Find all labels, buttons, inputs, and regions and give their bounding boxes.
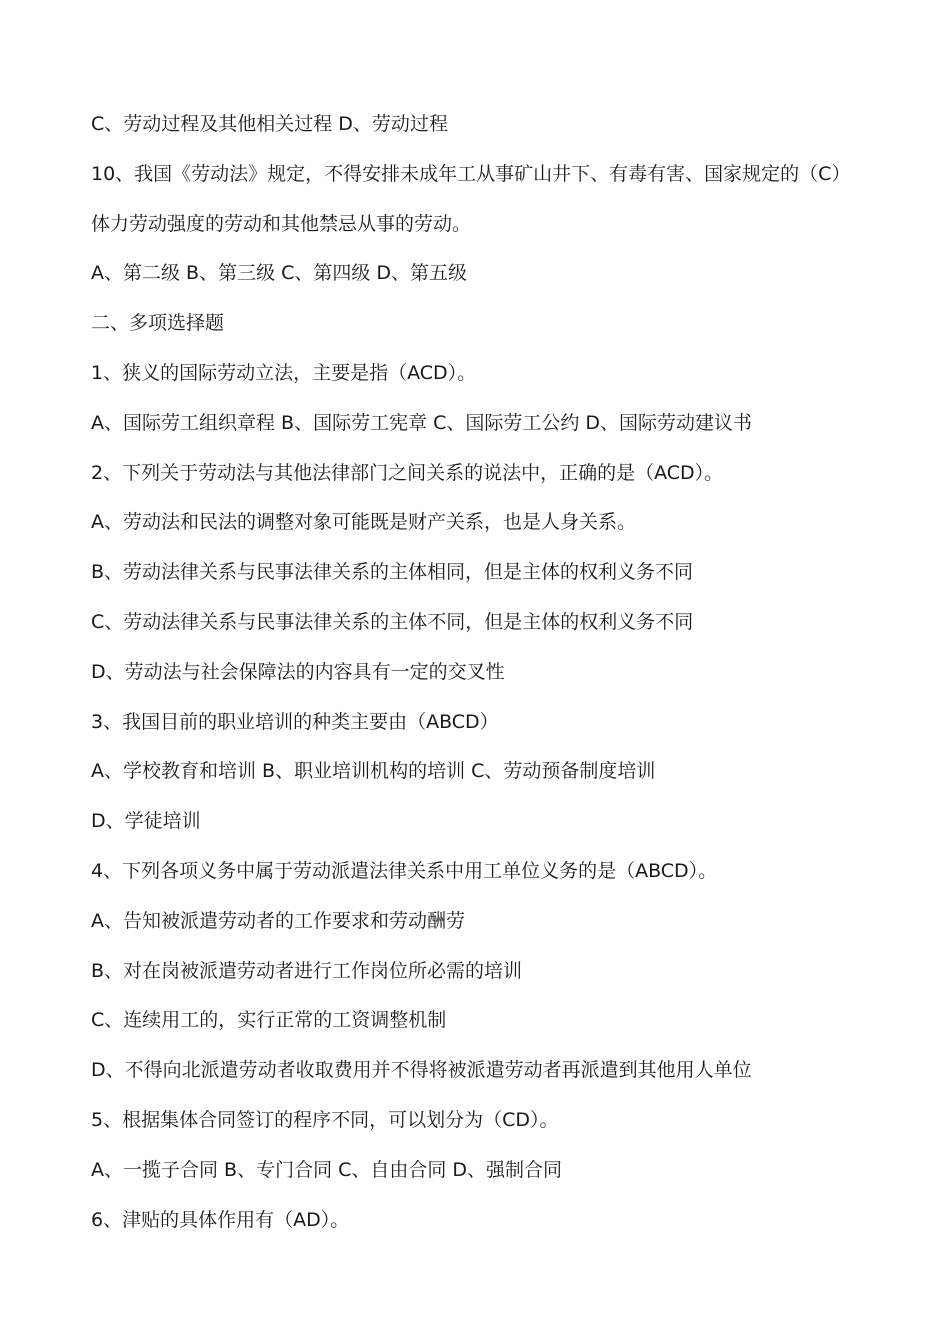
question-2-option-a: A、劳动法和民法的调整对象可能既是财产关系，也是人身关系。: [91, 511, 636, 534]
question-2-option-b: B、劳动法律关系与民事法律关系的主体相同，但是主体的权利义务不同: [91, 561, 694, 584]
question-2: 2、下列关于劳动法与其他法律部门之间关系的说法中，正确的是（ACD）。: [91, 461, 724, 484]
question-4-option-a: A、告知被派遣劳动者的工作要求和劳动酬劳: [91, 909, 465, 932]
document-body: [91, 100, 871, 1245]
question-4-option-c: C、连续用工的，实行正常的工资调整机制: [91, 1009, 447, 1032]
question-4-option-d: D、不得向北派遣劳动者收取费用并不得将被派遣劳动者再派遣到其他用人单位: [91, 1059, 752, 1082]
question-1: 1、狭义的国际劳动立法，主要是指（ACD）。: [91, 361, 477, 384]
question-2-option-d: D、劳动法与社会保障法的内容具有一定的交叉性: [91, 660, 505, 683]
question-10-continued: 体力劳动强度的劳动和其他禁忌从事的劳动。: [91, 212, 472, 235]
text-line: C、劳动过程及其他相关过程 D、劳动过程: [91, 113, 448, 135]
question-10-options: A、第二级 B、第三级 C、第四级 D、第五级: [91, 262, 468, 285]
question-6: 6、津贴的具体作用有（AD）。: [91, 1208, 350, 1231]
question-3: 3、我国目前的职业培训的种类主要由（ABCD）: [91, 710, 499, 733]
question-3-options: A、学校教育和培训 B、职业培训机构的培训 C、劳动预备制度培训: [91, 760, 656, 783]
question-4-option-b: B、对在岗被派遣劳动者进行工作岗位所必需的培训: [91, 959, 523, 982]
question-4: 4、下列各项义务中属于劳动派遣法律关系中用工单位义务的是（ABCD）。: [91, 859, 718, 882]
question-3-option-d: D、学徒培训: [91, 810, 201, 833]
question-2-option-c: C、劳动法律关系与民事法律关系的主体不同，但是主体的权利义务不同: [91, 610, 694, 633]
question-5: 5、根据集体合同签订的程序不同，可以划分为（CD）。: [91, 1108, 559, 1131]
section-heading: 二、多项选择题: [91, 312, 225, 335]
question-1-options: A、国际劳工组织章程 B、国际劳工宪章 C、国际劳工公约 D、国际劳动建议书: [91, 411, 753, 434]
question-5-options: A、一揽子合同 B、专门合同 C、自由合同 D、强制合同: [91, 1158, 563, 1181]
question-10: 10、我国《劳动法》规定，不得安排未成年工从事矿山井下、有毒有害、国家规定的（C）: [91, 162, 851, 185]
